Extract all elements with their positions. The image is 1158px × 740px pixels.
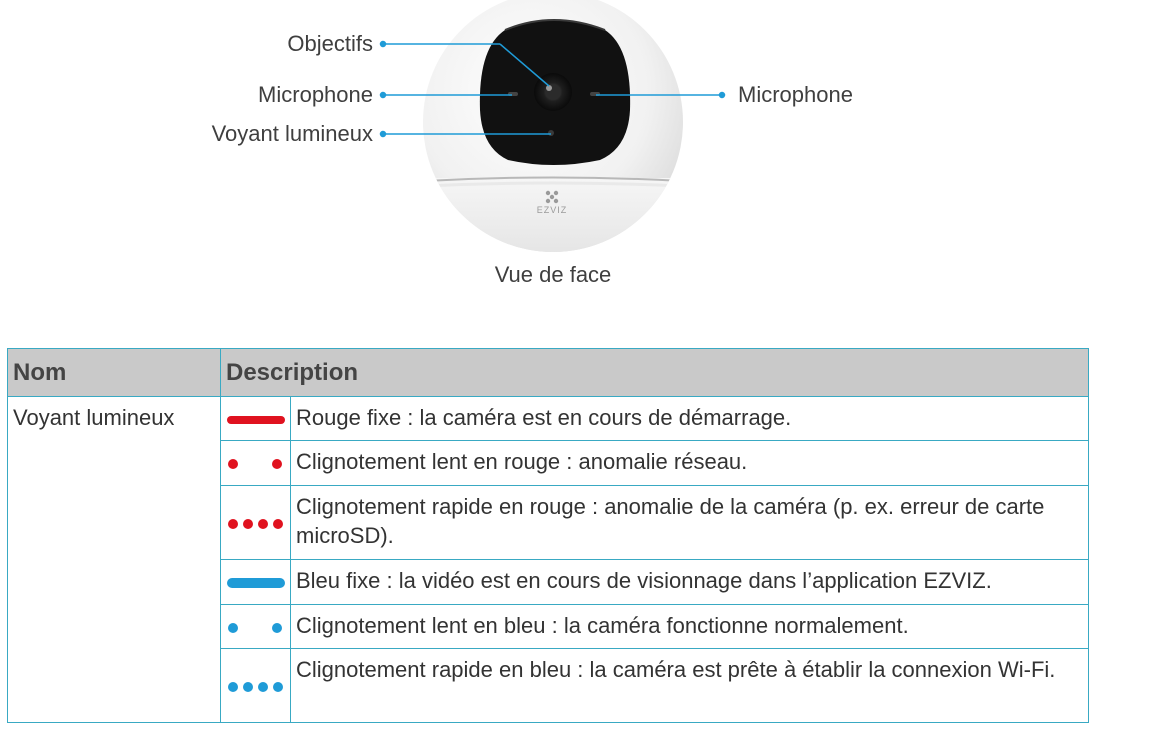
slow-blink-blue-icon: [227, 621, 285, 633]
header-description: Description: [221, 349, 1089, 397]
slow-blink-red-icon: [227, 457, 285, 469]
indicator-cell: [221, 605, 291, 649]
indicator-cell: [221, 649, 291, 723]
indicator-cell: [221, 486, 291, 560]
figure-caption: Vue de face: [494, 262, 612, 287]
description-cell: Rouge fixe : la caméra est en cours de démarrage.: [291, 397, 1089, 441]
description-cell: Clignotement lent en rouge : anomalie réseau.: [291, 441, 1089, 486]
description-cell: Bleu fixe : la vidéo est en cours de visionnage dans l’application EZVIZ.: [291, 560, 1089, 605]
description-cell: Clignotement lent en bleu : la caméra fonctionne normalement.: [291, 605, 1089, 649]
callout-microphone-left: Microphone: [258, 82, 373, 107]
callout-voyant-lumineux: Voyant lumineux: [211, 121, 373, 146]
ezviz-brand-text: EZVIZ: [536, 205, 568, 215]
fast-blink-red-icon: [227, 517, 285, 529]
camera-illustration: [0, 0, 1158, 300]
indicator-cell: [221, 560, 291, 605]
indicator-cell: [221, 397, 291, 441]
callout-objectifs: Objectifs: [287, 31, 373, 56]
indicator-table: [7, 348, 1089, 723]
solid-red-light-icon: [227, 413, 285, 425]
camera-front-figure: [0, 0, 1158, 300]
header-nom: Nom: [8, 349, 221, 397]
table-row: [8, 397, 1089, 441]
name-cell: Voyant lumineux: [8, 397, 221, 723]
callout-microphone-right: Microphone: [738, 82, 853, 107]
description-cell: Clignotement rapide en bleu : la caméra est prête à établir la connexion Wi-Fi.: [291, 649, 1089, 723]
status-light: [548, 130, 554, 136]
solid-blue-light-icon: [227, 575, 285, 589]
table-header-row: [8, 349, 1089, 397]
fast-blink-blue-icon: [227, 680, 285, 692]
indicator-cell: [221, 441, 291, 486]
description-cell: Clignotement rapide en rouge : anomalie de la caméra (p. ex. erreur de carte microSD).: [291, 486, 1089, 560]
